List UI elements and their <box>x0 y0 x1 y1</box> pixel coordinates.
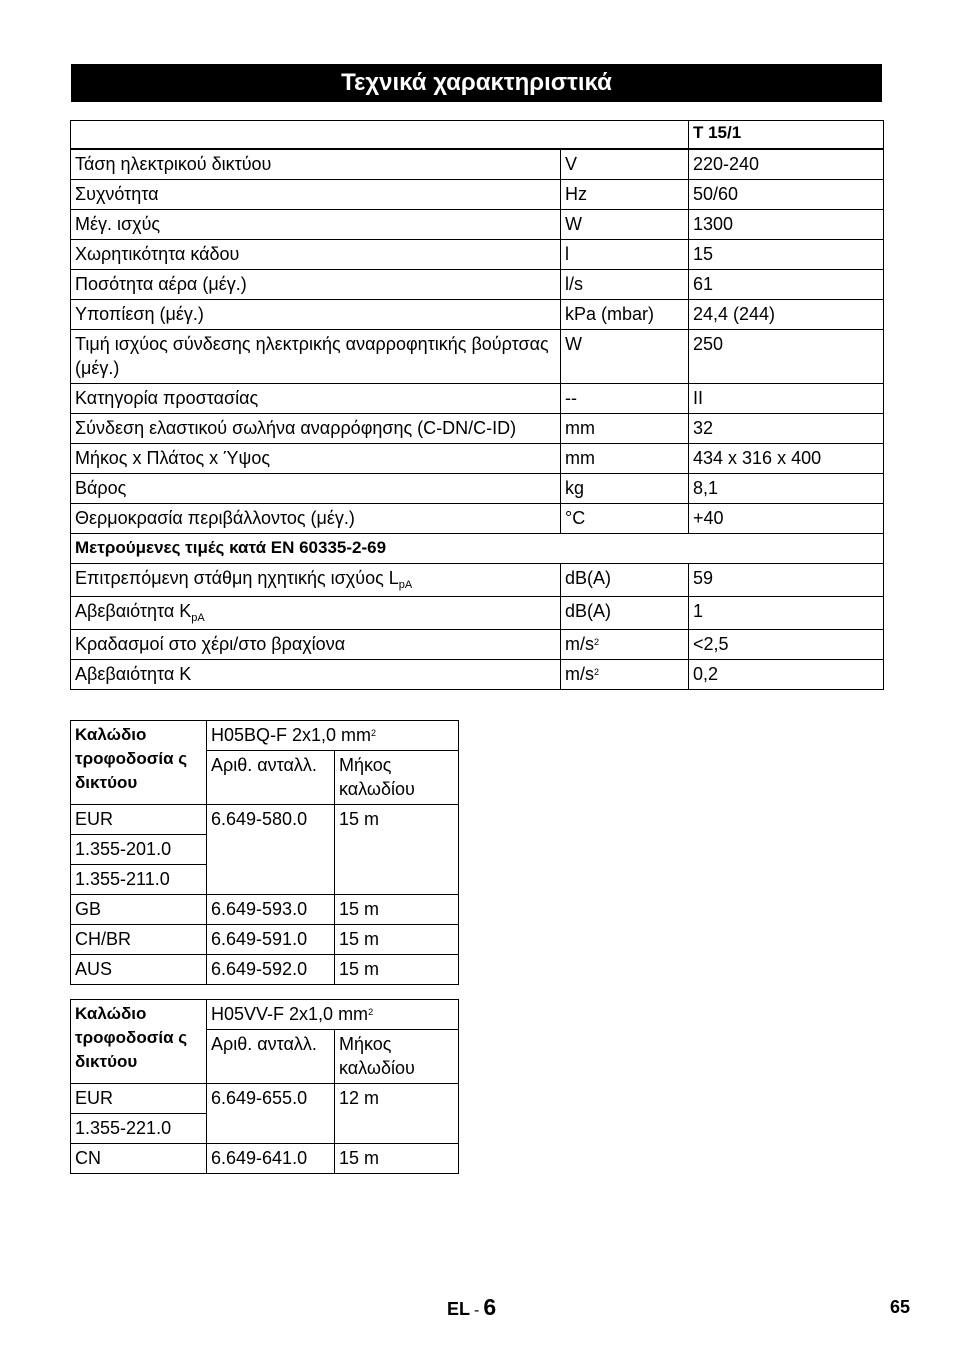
country-cell: CH/BR <box>71 925 207 955</box>
country-cell: EUR <box>71 1084 207 1114</box>
spec-value: 8,1 <box>689 474 884 504</box>
table-row <box>71 805 459 835</box>
noise-label-text: Επιτρεπόμενη στάθμη ηχητικής ισχύος L <box>75 568 399 588</box>
measured-values-heading: Μετρούμενες τιμές κατά EN 60335-2-69 <box>71 534 884 564</box>
table-row <box>71 330 884 384</box>
cable-type-text: H05VV-F 2x1,0 mm <box>211 1004 369 1024</box>
vibration-uncertainty-unit-text: m/s <box>565 664 594 684</box>
vibration-unit <box>561 630 689 660</box>
table-row <box>71 955 459 985</box>
spec-value: 220-240 <box>689 149 884 180</box>
length-cell: 15 m <box>335 925 459 955</box>
country-cell: 1.355-211.0 <box>71 865 207 895</box>
footer-dash: - <box>474 1302 480 1319</box>
spec-label: Βάρος <box>71 474 561 504</box>
vibration-uncertainty-value: 0,2 <box>689 660 884 690</box>
spec-unit: Hz <box>561 180 689 210</box>
table-row <box>71 240 884 270</box>
part-number-cell: 6.649-641.0 <box>207 1144 335 1174</box>
table-row <box>71 180 884 210</box>
length-cell: 15 m <box>335 1144 459 1174</box>
spec-label: Μήκος x Πλάτος x Ύψος <box>71 444 561 474</box>
spec-value: II <box>689 384 884 414</box>
cable-type <box>207 1000 459 1030</box>
cable-table-h05vv <box>70 999 459 1174</box>
spec-unit: W <box>561 330 689 384</box>
specs-header-row <box>71 121 884 150</box>
spec-label: Κατηγορία προστασίας <box>71 384 561 414</box>
table-row <box>71 149 884 180</box>
spec-value: 1300 <box>689 210 884 240</box>
spec-label: Θερμοκρασία περιβάλλοντος (μέγ.) <box>71 504 561 534</box>
noise-value: 59 <box>689 564 884 597</box>
spec-label: Τάση ηλεκτρικού δικτύου <box>71 149 561 180</box>
uncertainty-label-text: Αβεβαιότητα K <box>75 601 192 621</box>
page-title: Τεχνικά χαρακτηριστικά <box>71 64 882 102</box>
spec-value: 15 <box>689 240 884 270</box>
spec-label: Συχνότητα <box>71 180 561 210</box>
footer-section-label <box>447 1294 496 1321</box>
table-row <box>71 414 884 444</box>
cable-type-superscript: 2 <box>368 1007 374 1017</box>
page-number: 65 <box>890 1297 911 1317</box>
noise-label-subscript: pA <box>398 579 413 591</box>
column-part-number: Αριθ. ανταλλ. <box>207 751 335 805</box>
spec-value: 24,4 (244) <box>689 300 884 330</box>
spec-unit: °C <box>561 504 689 534</box>
spec-unit: mm <box>561 444 689 474</box>
part-number-cell: 6.649-592.0 <box>207 955 335 985</box>
spec-unit: l <box>561 240 689 270</box>
column-cable-length: Μήκος καλωδίου <box>335 751 459 805</box>
part-number-cell: 6.649-580.0 <box>207 805 335 895</box>
table-row <box>71 444 884 474</box>
vibration-value: <2,5 <box>689 630 884 660</box>
spec-label: Ποσότητα αέρα (μέγ.) <box>71 270 561 300</box>
table-row <box>71 270 884 300</box>
spec-value: 434 x 316 x 400 <box>689 444 884 474</box>
part-number-cell: 6.649-593.0 <box>207 895 335 925</box>
uncertainty-value: 1 <box>689 597 884 630</box>
vibration-label: Κραδασμοί στο χέρι/στο βραχίονα <box>71 630 561 660</box>
uncertainty-unit: dB(A) <box>561 597 689 630</box>
uncertainty-label-subscript: pA <box>191 612 205 624</box>
table-row <box>71 504 884 534</box>
vibration-unit-text: m/s <box>565 634 594 654</box>
cable-header: Καλώδιο τροφοδοσία ς δικτύου <box>71 1000 207 1084</box>
noise-label <box>71 564 561 597</box>
table-row <box>71 597 884 630</box>
table-row <box>71 1144 459 1174</box>
table-row <box>71 210 884 240</box>
specs-table <box>70 120 884 690</box>
country-cell: CN <box>71 1144 207 1174</box>
footer-section-number: 6 <box>483 1294 497 1320</box>
column-part-number: Αριθ. ανταλλ. <box>207 1030 335 1084</box>
cable-type <box>207 721 459 751</box>
noise-unit: dB(A) <box>561 564 689 597</box>
table-row <box>71 564 884 597</box>
cable-type-superscript: 2 <box>371 728 377 738</box>
vibration-unit-superscript: 2 <box>594 637 600 647</box>
length-cell: 15 m <box>335 805 459 895</box>
cable-header: Καλώδιο τροφοδοσία ς δικτύου <box>71 721 207 805</box>
spec-value: 32 <box>689 414 884 444</box>
spec-label: Χωρητικότητα κάδου <box>71 240 561 270</box>
model-name: T 15/1 <box>689 121 884 150</box>
cable-table-h05bq <box>70 720 459 985</box>
country-cell: AUS <box>71 955 207 985</box>
footer-language: EL <box>447 1299 471 1319</box>
length-cell: 15 m <box>335 955 459 985</box>
table-row <box>71 925 459 955</box>
vibration-uncertainty-label: Αβεβαιότητα K <box>71 660 561 690</box>
country-cell: 1.355-221.0 <box>71 1114 207 1144</box>
spec-unit: kg <box>561 474 689 504</box>
spec-unit: kPa (mbar) <box>561 300 689 330</box>
spec-label: Μέγ. ισχύς <box>71 210 561 240</box>
country-cell: EUR <box>71 805 207 835</box>
table-row <box>71 1000 459 1030</box>
spec-value: 50/60 <box>689 180 884 210</box>
part-number-cell: 6.649-655.0 <box>207 1084 335 1144</box>
spec-unit: W <box>561 210 689 240</box>
table-row <box>71 895 459 925</box>
table-row <box>71 384 884 414</box>
length-cell: 12 m <box>335 1084 459 1144</box>
table-row <box>71 300 884 330</box>
table-row <box>71 630 884 660</box>
spec-unit: V <box>561 149 689 180</box>
spec-unit: -- <box>561 384 689 414</box>
spec-unit: l/s <box>561 270 689 300</box>
spec-value: 61 <box>689 270 884 300</box>
country-cell: GB <box>71 895 207 925</box>
table-row <box>71 721 459 751</box>
country-cell: 1.355-201.0 <box>71 835 207 865</box>
cable-type-text: H05BQ-F 2x1,0 mm <box>211 725 372 745</box>
uncertainty-label <box>71 597 561 630</box>
vibration-uncertainty-unit-superscript: 2 <box>594 667 600 677</box>
vibration-uncertainty-unit <box>561 660 689 690</box>
column-cable-length: Μήκος καλωδίου <box>335 1030 459 1084</box>
table-row <box>71 660 884 690</box>
spec-label: Σύνδεση ελαστικού σωλήνα αναρρόφησης (C-DN/C-ID) <box>71 414 561 444</box>
specs-header-blank <box>71 121 689 150</box>
spec-value: 250 <box>689 330 884 384</box>
table-row <box>71 474 884 504</box>
measured-header-row <box>71 534 884 564</box>
spec-label: Τιμή ισχύος σύνδεσης ηλεκτρικής αναρροφητικής βούρτσας (μέγ.) <box>71 330 561 384</box>
length-cell: 15 m <box>335 895 459 925</box>
spec-label: Υποπίεση (μέγ.) <box>71 300 561 330</box>
table-row <box>71 1084 459 1114</box>
spec-value: +40 <box>689 504 884 534</box>
part-number-cell: 6.649-591.0 <box>207 925 335 955</box>
spec-unit: mm <box>561 414 689 444</box>
